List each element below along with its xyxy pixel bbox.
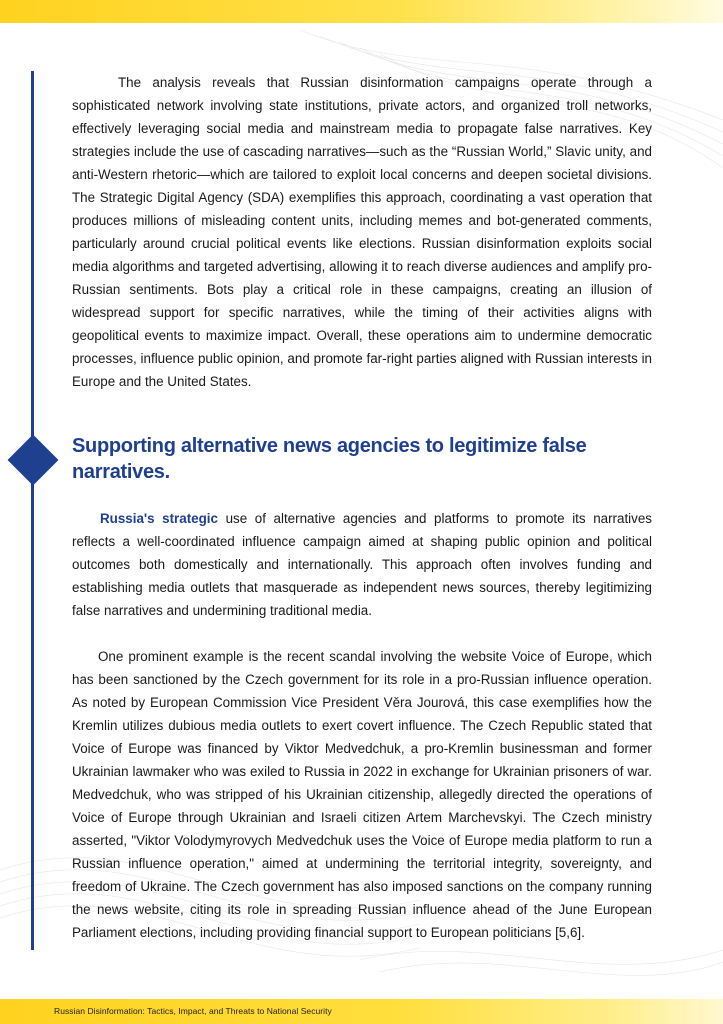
body-paragraph-1: The analysis reveals that Russian disinformation campaigns operate through a sophisticated network involving state institutions, private actors, and organized troll networks, effectively leveraging social media and mainstream media to propagate false narratives. Key strategies include the use of cascading narratives—such as the “Russian World,” Slavic unity, and anti-Western rhetoric—which are tailored to exploit local concerns and deepen societal divisions. The Strategic Digital Agency (SDA) exemplifies this approach, coordinating a vast operation that produces millions of misleading content units, including memes and bot-generated comments, particularly around crucial political events like elections. Russian disinformation exploits social media algorithms and targeted advertising, allowing it to reach diverse audiences and amplify pro-Russian sentiments. Bots play a critical role in these campaigns, creating an illusion of widespread support for specific narratives, while the timing of their activities aligns with geopolitical events to maximize impact. Overall, these operations aim to undermine democratic processes, influence public opinion, and promote far-right parties aligned with Russian interests in Europe and the United States. (72, 75, 652, 389)
header-accent-bar (0, 0, 723, 23)
section-heading: Supporting alternative news agencies to legitimize false narratives. (72, 435, 587, 483)
body-paragraph-2-text: use of alternative agencies and platforms to promote its narratives reflects a well-coordinated influence campaign aimed at shaping public opinion and political outcomes both domestically and internationally. This approach often involves funding and establishing media outlets that masquerade as independent news sources, thereby legitimizing false narratives and undermining traditional media. (72, 511, 652, 618)
section-diamond-marker (8, 435, 59, 486)
highlighted-phrase: Russia's strategic (100, 511, 218, 526)
left-accent-line (31, 71, 34, 950)
body-paragraph-2 (72, 507, 652, 622)
body-paragraph-3: One prominent example is the recent scandal involving the website Voice of Europe, which has been sanctioned by the Czech government for its role in a pro-Russian influence operation. As noted by European Commission Vice President Věra Jourová, this case exemplifies how the Kremlin utilizes dubious media outlets to exert covert influence. The Czech Republic stated that Voice of Europe was financed by Viktor Medvedchuk, a pro-Kremlin businessman and former Ukrainian lawmaker who was exiled to Russia in 2022 in exchange for Ukrainian prisoners of war. Medvedchuk, who was stripped of his Ukrainian citizenship, allegedly directed the operations of Voice of Europe through Ukrainian and Israeli citizen Artem Marchevskyi. The Czech ministry asserted, "Viktor Volodymyrovych Medvedchuk uses the Voice of Europe media platform to run a Russian influence operation," aimed at undermining the territorial integrity, sovereignty, and freedom of Ukraine. The Czech government has also imposed sanctions on the company running the news website, citing its role in spreading Russian influence ahead of the June European Parliament elections, including providing financial support to European politicians [5,6]. (72, 649, 652, 940)
footer-title: Russian Disinformation: Tactics, Impact, and Threats to National Security (54, 1006, 332, 1016)
